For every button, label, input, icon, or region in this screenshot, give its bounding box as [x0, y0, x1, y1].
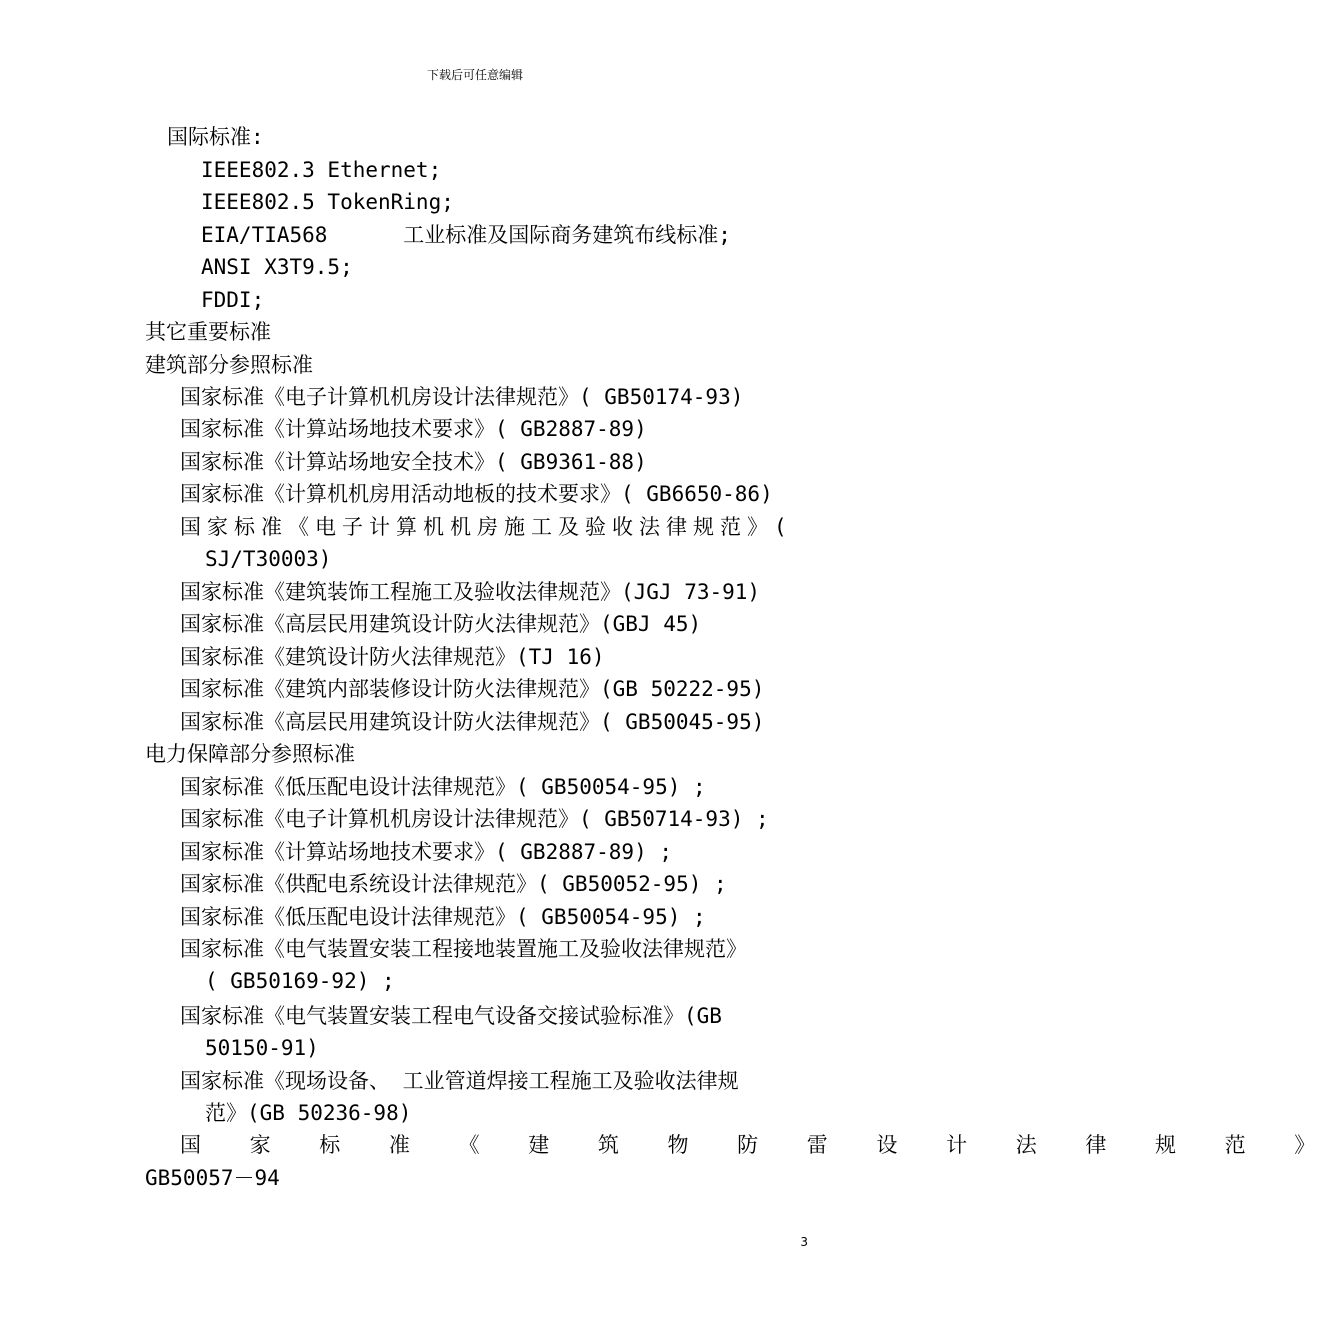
section-heading: 其它重要标准: [145, 320, 271, 344]
text-line: ANSI X3T9.5;: [201, 255, 353, 279]
text-line: 国家标准《电气装置安装工程电气设备交接试验标准》(GB: [180, 1004, 722, 1028]
text-line: 范》(GB 50236-98): [205, 1101, 412, 1125]
text-line: 国家标准《低压配电设计法律规范》( GB50054-95) ;: [180, 775, 706, 799]
text-line: 国家标准《供配电系统设计法律规范》( GB50052-95) ;: [180, 872, 727, 896]
text-line: FDDI;: [201, 288, 265, 312]
text-line: EIA/TIA568 工业标准及国际商务建筑布线标准;: [201, 223, 731, 247]
text-line: 国家标准《建筑内部装修设计防火法律规范》(GB 50222-95): [180, 677, 765, 701]
text-line: 50150-91): [205, 1036, 319, 1060]
text-line: 国家标准《建筑设计防火法律规范》(TJ 16): [180, 645, 605, 669]
text-line: 国家标准《计算机机房用活动地板的技术要求》( GB6650-86): [180, 482, 773, 506]
text-line: ( GB50169-92) ;: [205, 969, 395, 993]
text-line: 国家标准《电子计算机机房设计法律规范》( GB50174-93): [180, 385, 744, 409]
text-line: 国家标准《现场设备、 工业管道焊接工程施工及验收法律规: [180, 1069, 739, 1093]
page-number: 3: [800, 1235, 808, 1249]
text-line: 国家标准《计算站场地安全技术》( GB9361-88): [180, 450, 647, 474]
text-line: 国 家 标 准 《 建 筑 物 防 雷 设 计 法 律 规 范 》: [180, 1133, 1333, 1157]
text-line: IEEE802.3 Ethernet;: [201, 158, 442, 182]
text-line: 国家标准《高层民用建筑设计防火法律规范》( GB50045-95): [180, 710, 765, 734]
text-line: 国家标准《计算站场地技术要求》( GB2887-89): [180, 417, 647, 441]
text-line: 国家标准《高层民用建筑设计防火法律规范》(GBJ 45): [180, 612, 702, 636]
text-line: 国家标准《计算站场地技术要求》( GB2887-89) ;: [180, 840, 673, 864]
text-line: IEEE802.5 TokenRing;: [201, 190, 454, 214]
text-line: SJ/T30003): [205, 547, 332, 571]
text-line: 国家标准《电子计算机机房设计法律规范》( GB50714-93) ;: [180, 807, 769, 831]
text-line: GB50057－94: [145, 1166, 280, 1190]
text-line: 国家标准《低压配电设计法律规范》( GB50054-95) ;: [180, 905, 706, 929]
text-line: 国际标准:: [167, 125, 264, 149]
text-line: 国家标准《建筑装饰工程施工及验收法律规范》(JGJ 73-91): [180, 580, 761, 604]
text-line: 国家标准《电气装置安装工程接地装置施工及验收法律规范》: [180, 937, 747, 961]
text-line: 国家标准《电子计算机机房施工及验收法律规范》(: [180, 515, 793, 539]
section-heading: 建筑部分参照标准: [145, 353, 313, 377]
page-header: 下载后可任意编辑: [426, 68, 523, 82]
section-heading: 电力保障部分参照标准: [145, 742, 355, 766]
